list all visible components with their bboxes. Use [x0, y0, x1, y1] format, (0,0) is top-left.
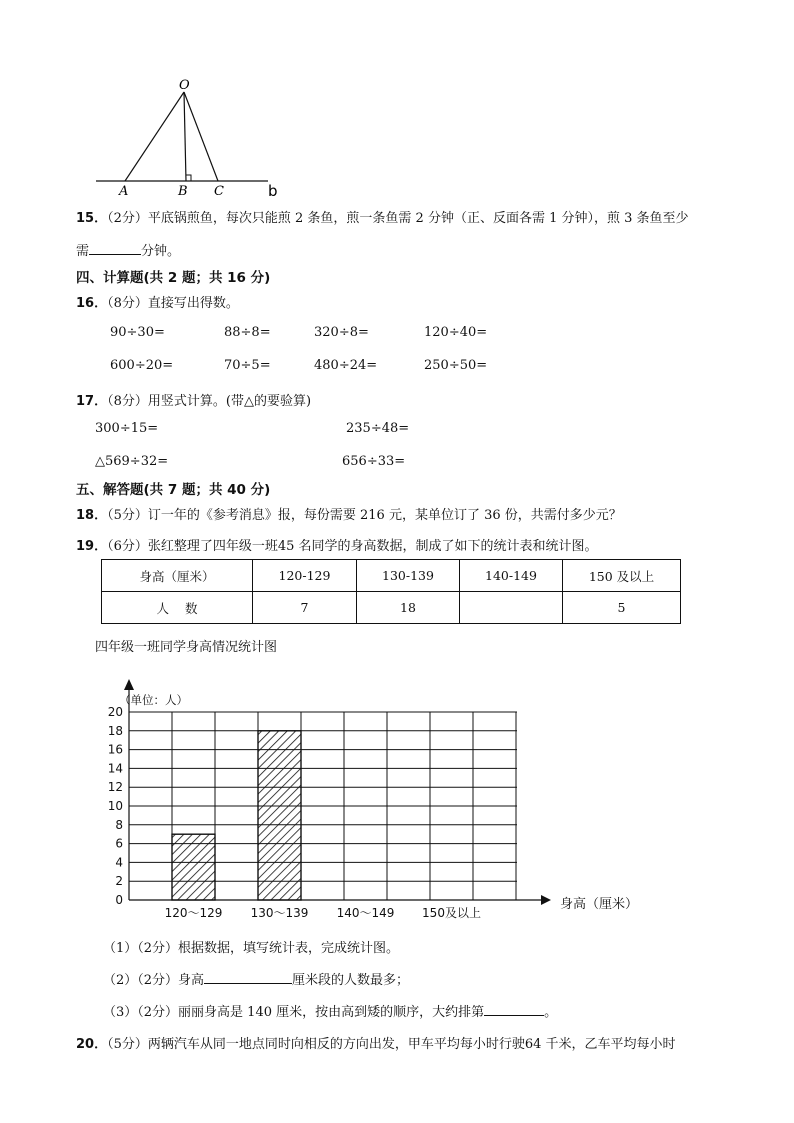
x-axis-arrow [541, 895, 551, 905]
q19-text: 张红整理了四年级一班45 名同学的身高数据，制成了如下的统计表和统计图。 [147, 539, 598, 554]
height-stats-table [101, 559, 681, 624]
label-b: B [178, 184, 188, 199]
y-tick-label: 2 [115, 874, 123, 889]
table-header-row [102, 560, 681, 592]
y-tick-label: 12 [107, 780, 123, 795]
x-tick-label: 130～139 [250, 906, 309, 920]
q16-number: 16． [76, 296, 108, 311]
table-cell: 人 数 [102, 592, 253, 624]
q17-score: （8分） [107, 394, 148, 409]
y-axis-arrow [124, 679, 134, 690]
q19 [76, 535, 598, 554]
y-tick-label: 16 [107, 742, 123, 757]
q17-text: 用竖式计算。(带△的要验算) [147, 394, 312, 409]
q16-item: 480÷24= [314, 358, 378, 373]
q17 [76, 390, 311, 409]
label-c: C [214, 184, 224, 199]
q17-item: 300÷15= [95, 421, 159, 436]
x-tick-label: 150及以上 [422, 906, 481, 920]
q16-item: 320÷8= [314, 325, 369, 340]
table-cell: 7 [253, 592, 357, 624]
q16-item: 88÷8= [224, 325, 271, 340]
q16-item: 90÷30= [110, 325, 165, 340]
chart-caption: 四年级一班同学身高情况统计图 [95, 640, 278, 655]
q19-sub2-blank[interactable] [204, 971, 292, 984]
q19-sub2-pre: （2）（2分）身高 [103, 973, 205, 988]
table-cell: 18 [357, 592, 460, 624]
q20-score: （5分） [107, 1037, 148, 1052]
y-tick-label: 14 [107, 761, 123, 776]
q19-sub1: （1）（2分）根据数据，填写统计表，完成统计图。 [103, 941, 400, 956]
q18 [76, 504, 622, 523]
y-tick-label: 6 [115, 836, 123, 851]
q19-number: 19． [76, 539, 108, 554]
q19-sub3-blank[interactable] [484, 1003, 544, 1016]
q17-item: 235÷48= [346, 421, 410, 436]
x-tick-label: 120～129 [164, 906, 223, 920]
q15-number: 15． [76, 211, 108, 226]
q15-score: （2分） [107, 211, 148, 226]
table-cell: 140-149 [460, 560, 563, 592]
q15-text2-post: 分钟。 [141, 244, 181, 259]
table-row [102, 592, 681, 624]
y-tick-label: 18 [107, 723, 123, 738]
segment-oa [125, 92, 184, 181]
q18-number: 18． [76, 508, 108, 523]
bar [172, 834, 215, 900]
q18-text: 订一年的《参考消息》报，每份需要 216 元，某单位订了 36 份，共需付多少元？ [147, 508, 622, 523]
q17-item: 656÷33= [342, 454, 406, 469]
y-unit-label: （单位：人） [119, 693, 188, 707]
q16 [76, 292, 239, 311]
q15-text: 平底锅煎鱼，每次只能煎 2 条鱼，煎一条鱼需 2 分钟（正、反面各需 1 分钟），煎 3 条鱼至少 [147, 211, 689, 226]
segment-ob [184, 92, 186, 181]
y-tick-label: 0 [115, 893, 123, 907]
y-tick-label: 4 [115, 855, 123, 870]
q17-number: 17． [76, 394, 108, 409]
q16-text: 直接写出得数。 [147, 296, 239, 311]
q19-sub2 [103, 969, 409, 988]
section5-title: 五、解答题(共 7 题；共 40 分) [76, 482, 271, 498]
right-angle-mark [186, 175, 191, 181]
label-a: A [119, 184, 129, 199]
geometry-figure [90, 72, 290, 202]
q15 [76, 207, 689, 226]
y-tick-label: 20 [107, 705, 123, 719]
section4-title: 四、计算题(共 2 题；共 16 分) [76, 270, 271, 286]
q15-text2-pre: 需 [76, 244, 90, 259]
table-cell: 5 [563, 592, 681, 624]
q20-text: 两辆汽车从同一地点同时向相反的方向出发，甲车平均每小时行驶64 千米，乙车平均每小时 [147, 1037, 676, 1052]
height-bar-chart [95, 668, 655, 924]
q18-score: （5分） [107, 508, 148, 523]
q15-line2 [76, 240, 180, 259]
label-line-b: b [268, 182, 278, 200]
q19-score: （6分） [107, 539, 148, 554]
table-cell: 120-129 [253, 560, 357, 592]
x-tick-label: 140～149 [336, 906, 395, 920]
table-cell: 150 及以上 [563, 560, 681, 592]
q16-item: 600÷20= [110, 358, 174, 373]
y-tick-label: 10 [107, 799, 123, 813]
q19-sub2-post: 厘米段的人数最多； [292, 973, 410, 988]
q16-item: 70÷5= [224, 358, 271, 373]
table-cell: 130-139 [357, 560, 460, 592]
q20 [76, 1033, 676, 1052]
x-axis-title: 身高（厘米） [560, 897, 639, 912]
q20-number: 20． [76, 1037, 108, 1052]
q19-sub3-pre: （3）（2分）丽丽身高是 140 厘米，按由高到矮的顺序，大约排第 [103, 1005, 485, 1020]
q19-sub3 [103, 1001, 557, 1020]
q19-sub3-post: 。 [544, 1005, 558, 1020]
q17-item: △569÷32= [95, 454, 169, 469]
q15-answer-blank[interactable] [89, 242, 141, 255]
q16-item: 120÷40= [424, 325, 488, 340]
table-answer-cell[interactable] [460, 592, 563, 624]
y-tick-label: 8 [115, 817, 123, 832]
segment-oc [184, 92, 218, 181]
label-o: O [179, 78, 190, 93]
table-cell: 身高（厘米） [102, 560, 253, 592]
q16-item: 250÷50= [424, 358, 488, 373]
bar [258, 731, 301, 900]
q16-score: （8分） [107, 296, 148, 311]
